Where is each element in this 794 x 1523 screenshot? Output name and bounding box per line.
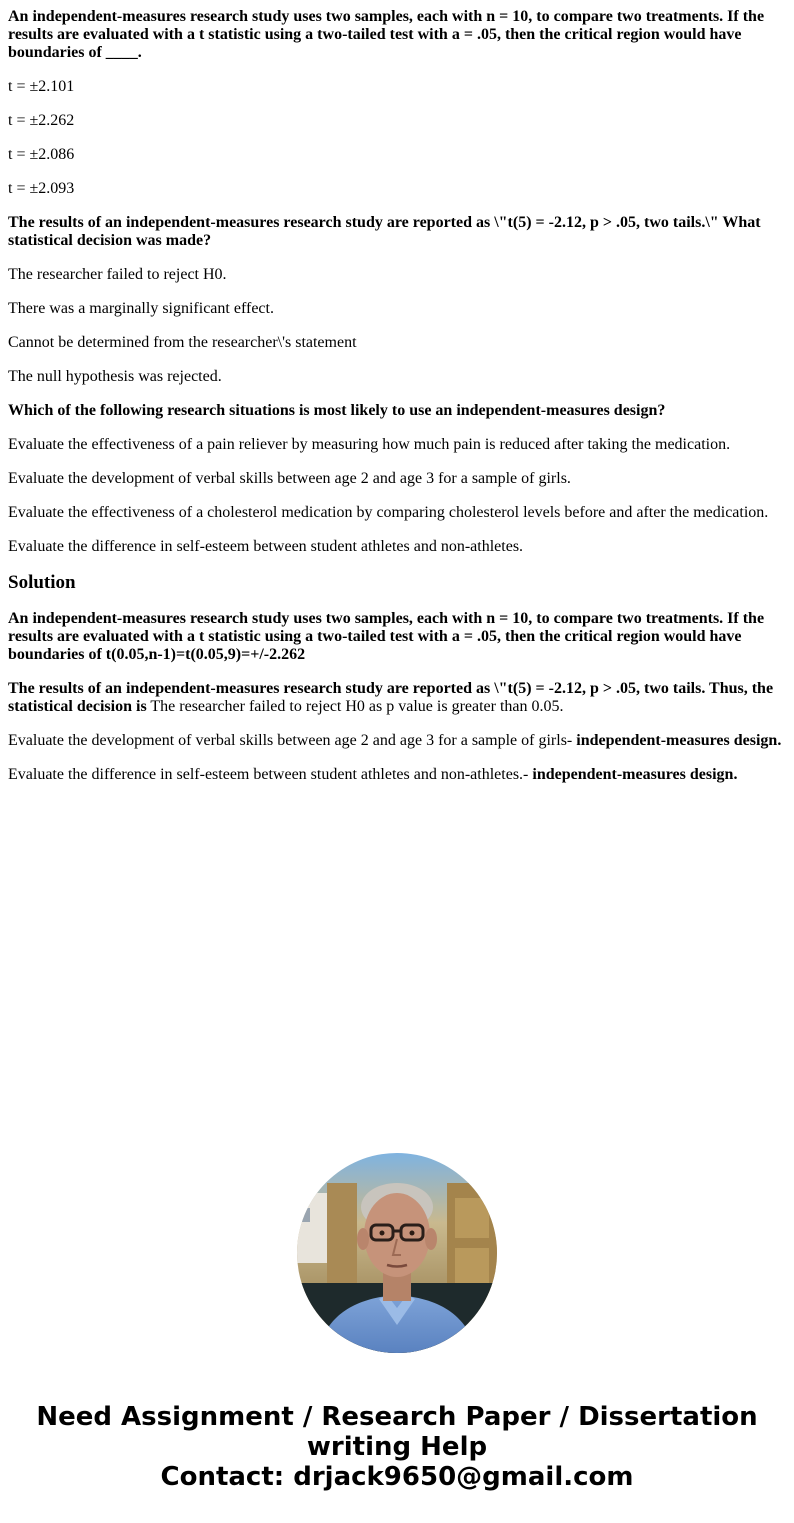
option-1d: t = ±2.093 [8,180,75,197]
author-photo-illustration [297,1153,497,1353]
option-2d: The null hypothesis was rejected. [8,368,222,385]
answer-2 [8,680,786,716]
answer-4 [8,766,786,784]
promo-contact: Contact: drjack9650@gmail.com [160,1462,634,1492]
answer-2-text: The researcher failed to reject H0 as p value is greater than 0.05. [146,698,564,715]
author-photo [297,1153,497,1353]
option-2c: Cannot be determined from the researcher\'s statement [8,334,357,351]
promo-line-2: writing Help [306,1432,488,1462]
answer-2-lead: The results of an independent-measures research study are reported as \"t(5) = -2.12, p > .05, two tails. Thus, the statistical decision is [8,680,774,715]
option-3c: Evaluate the effectiveness of a cholesterol medication by comparing cholesterol levels before and after the medication. [8,504,769,521]
promo-footer [0,1402,794,1492]
answer-3-label: independent-measures design. [576,732,782,749]
answer-3-text: Evaluate the development of verbal skills between age 2 and age 3 for a sample of girls- [8,732,577,749]
question-1: An independent-measures research study uses two samples, each with n = 10, to compare two treatments. If the results are evaluated with a t statistic using a two-tailed test with a = .05, then the critical region would have boundaries of ____. [8,8,765,61]
question-2: The results of an independent-measures research study are reported as \"t(5) = -2.12, p > .05, two tails.\" What statistical decision was made? [8,214,761,249]
answer-4-text: Evaluate the difference in self-esteem between student athletes and non-athletes.- [8,766,533,783]
document-body [8,8,786,800]
option-3a: Evaluate the effectiveness of a pain reliever by measuring how much pain is reduced after taking the medication. [8,436,731,453]
answer-4-label: independent-measures design. [532,766,738,783]
answer-3 [8,732,786,750]
option-2b: There was a marginally significant effect. [8,300,274,317]
option-1b: t = ±2.262 [8,112,75,129]
option-3b: Evaluate the development of verbal skills between age 2 and age 3 for a sample of girls. [8,470,571,487]
option-3d: Evaluate the difference in self-esteem between student athletes and non-athletes. [8,538,524,555]
option-2a: The researcher failed to reject H0. [8,266,227,283]
promo-line-1: Need Assignment / Research Paper / Dissertation [36,1402,758,1432]
option-1c: t = ±2.086 [8,146,75,163]
option-1a: t = ±2.101 [8,78,75,95]
solution-heading: Solution [8,572,76,593]
question-3: Which of the following research situations is most likely to use an independent-measures design? [8,402,666,419]
answer-1-text: An independent-measures research study uses two samples, each with n = 10, to compare two treatments. If the results are evaluated with a t statistic using a two-tailed test with a = .05, then the critical region would have boundaries of t(0.05,n-1)=t(0.05,9)=+/-2.262 [8,610,765,663]
answer-1 [8,610,786,664]
